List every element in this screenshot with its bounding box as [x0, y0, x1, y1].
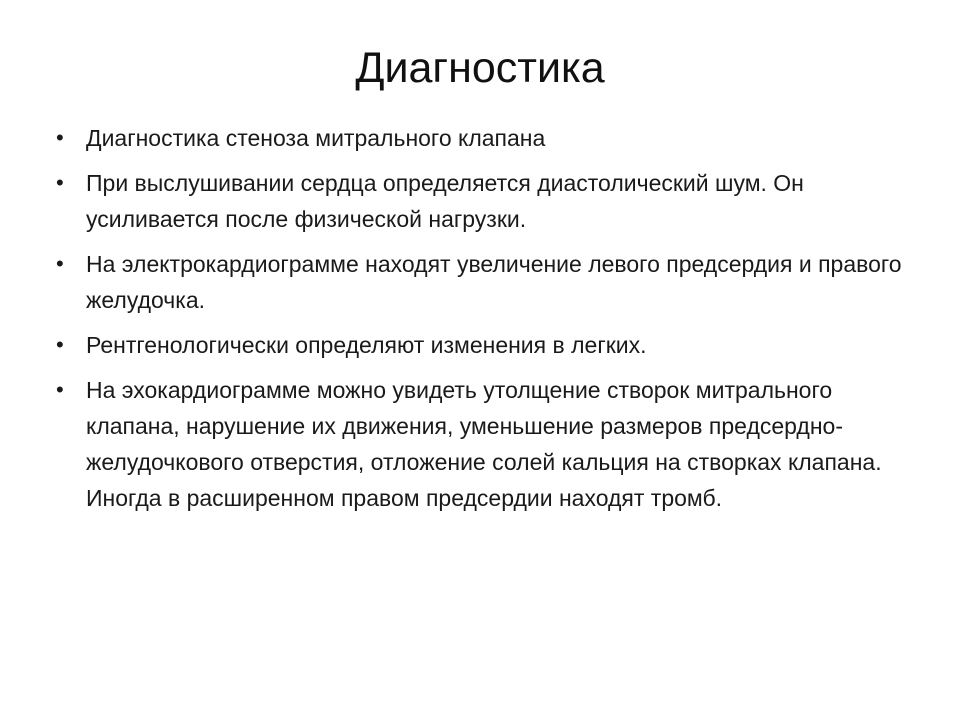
bullet-icon: • — [56, 170, 64, 195]
bullet-text: Диагностика стеноза митрального клапана — [86, 125, 546, 151]
bullet-text: На эхокардиограмме можно увидеть утолщение створок митрального клапана, нарушение их движения, уменьшение размеров предсердно-желудочкового отверстия, отложение солей кальция на створках клапана. Иногда в расширенном правом предсердии находят тромб. — [86, 377, 882, 511]
bullet-icon: • — [56, 251, 64, 276]
slide-title: Диагностика — [355, 44, 605, 92]
bullet-item — [56, 327, 906, 363]
bullet-item — [56, 165, 906, 237]
bullet-text: При выслушивании сердца определяется диастолический шум. Он усиливается после физической нагрузки. — [86, 170, 804, 232]
bullet-item — [56, 372, 906, 516]
bullet-text: Рентгенологически определяют изменения в легких. — [86, 332, 647, 358]
bullet-icon: • — [56, 377, 64, 402]
bullet-item — [56, 120, 906, 156]
bullet-text: На электрокардиограмме находят увеличение левого предсердия и правого желудочка. — [86, 251, 902, 313]
bullet-icon: • — [56, 125, 64, 150]
bullet-item — [56, 246, 906, 318]
bullet-icon: • — [56, 332, 64, 357]
bullet-list — [56, 120, 906, 525]
